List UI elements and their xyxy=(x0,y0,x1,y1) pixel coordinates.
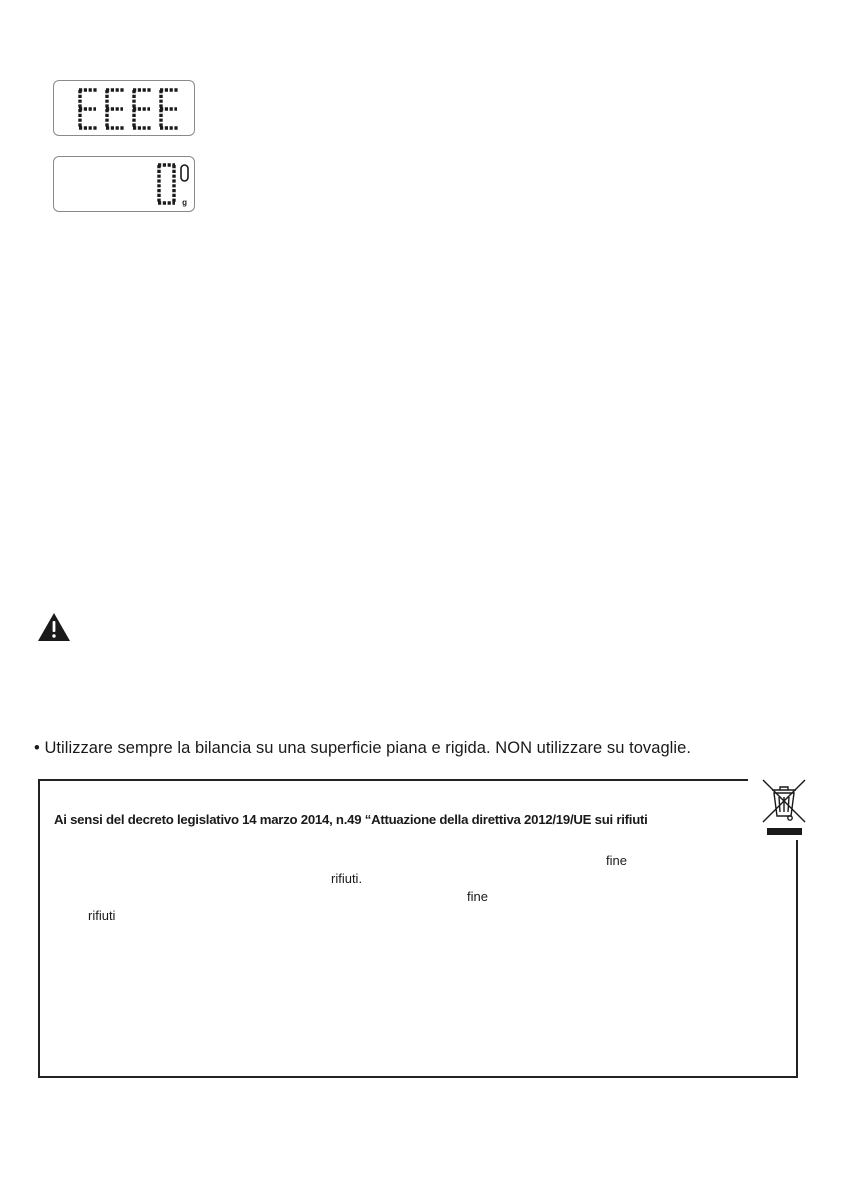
crossed-out-bin-icon xyxy=(760,776,808,838)
stability-indicator-icon xyxy=(181,165,188,181)
digit-e-3 xyxy=(133,90,152,128)
bullet-instruction: • Utilizzare sempre la bilancia su una superficie piana e rigida. NON utilizzare su tovaglie. xyxy=(34,739,691,757)
lcd-error-display xyxy=(53,80,195,136)
text-fragment: rifiuti. xyxy=(331,871,363,886)
unit-label: g xyxy=(182,198,187,207)
text-fragment: fine xyxy=(606,853,627,868)
lcd-zero-display xyxy=(53,156,195,212)
warning-triangle-icon xyxy=(37,612,71,642)
seven-segment-error-digits xyxy=(54,81,196,137)
digit-e-4 xyxy=(160,90,179,128)
digit-zero xyxy=(158,165,175,203)
digit-e-2 xyxy=(106,90,125,128)
text-fragment: rifiuti xyxy=(88,908,116,923)
weee-heading: Ai sensi del decreto legislativo 14 marzo 2014, n.49 “Attuazione della direttiva 2012/19/UE sui rifiuti xyxy=(54,812,648,827)
seven-segment-zero-digit xyxy=(54,157,196,213)
digit-e-1 xyxy=(79,90,98,128)
text-fragment: fine xyxy=(467,889,488,904)
